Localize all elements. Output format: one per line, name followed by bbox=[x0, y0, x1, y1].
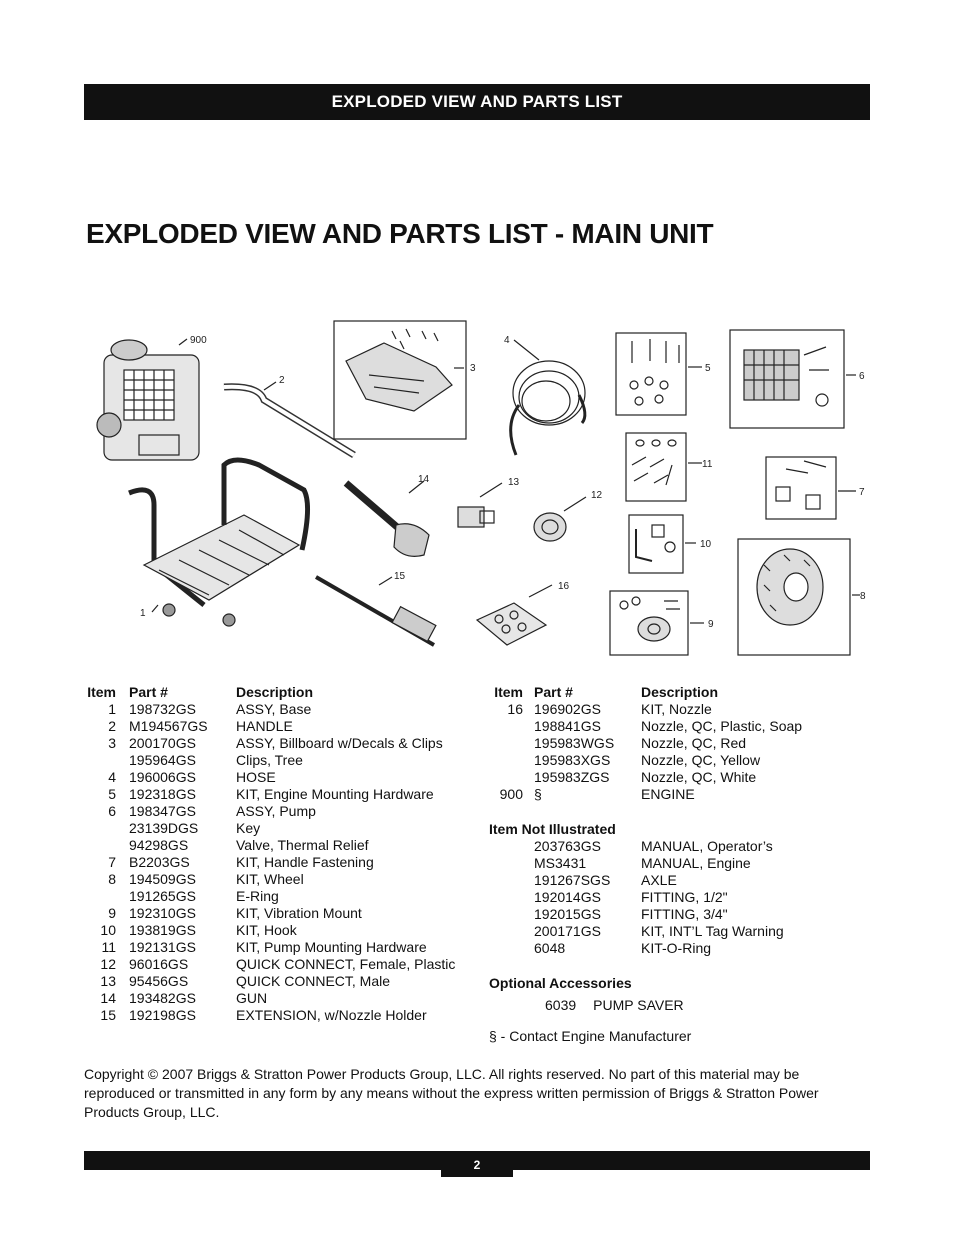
row-part: 195983XGS bbox=[534, 752, 611, 768]
callout-9: 9 bbox=[708, 619, 714, 630]
parts-row bbox=[84, 1007, 476, 1024]
parts-row bbox=[488, 889, 784, 906]
row-description: KIT, Nozzle bbox=[641, 701, 712, 717]
header-part: Part # bbox=[534, 684, 573, 700]
engine-illustration bbox=[97, 340, 199, 460]
extension-illustration bbox=[316, 577, 436, 645]
row-part: 96016GS bbox=[129, 956, 189, 972]
row-description: KIT, INT’L Tag Warning bbox=[641, 923, 784, 939]
row-part: 6048 bbox=[534, 940, 566, 956]
callout-4: 4 bbox=[504, 335, 510, 346]
row-item: 8 bbox=[108, 871, 116, 887]
parts-row bbox=[84, 701, 476, 718]
nozzle-kit-illustration bbox=[477, 603, 546, 645]
footnote: § - Contact Engine Manufacturer bbox=[489, 1028, 692, 1044]
row-item: 6 bbox=[108, 803, 116, 819]
row-description: QUICK CONNECT, Female, Plastic bbox=[236, 956, 456, 972]
row-description: E-Ring bbox=[236, 888, 279, 904]
callout-1: 1 bbox=[140, 608, 146, 619]
row-part: 191265GS bbox=[129, 888, 196, 904]
row-item: 10 bbox=[100, 922, 116, 938]
parts-row bbox=[488, 855, 784, 872]
row-item: 13 bbox=[100, 973, 116, 989]
pump-mounting-hardware-illustration bbox=[626, 433, 686, 501]
row-part: 191267SGS bbox=[534, 872, 611, 888]
row-description: KIT, Wheel bbox=[236, 871, 304, 887]
callout-6: 6 bbox=[859, 371, 865, 382]
row-description: FITTING, 1/2" bbox=[641, 889, 728, 905]
callout-900: 900 bbox=[190, 335, 207, 346]
header-part: Part # bbox=[129, 684, 168, 700]
row-item: 1 bbox=[108, 701, 116, 717]
row-description: HANDLE bbox=[236, 718, 293, 734]
row-part: MS3431 bbox=[534, 855, 587, 871]
row-description: AXLE bbox=[641, 872, 677, 888]
row-part: 192015GS bbox=[534, 906, 601, 922]
row-item bbox=[84, 820, 116, 837]
exploded-view-diagram bbox=[84, 315, 870, 660]
row-description: Key bbox=[236, 820, 261, 836]
hook-illustration bbox=[629, 515, 683, 573]
row-part: 192198GS bbox=[129, 1007, 196, 1023]
row-item: 9 bbox=[108, 905, 116, 921]
callout-10: 10 bbox=[700, 539, 712, 550]
row-item bbox=[84, 752, 116, 769]
section-header-text: EXPLODED VIEW AND PARTS LIST bbox=[331, 92, 623, 111]
parts-row bbox=[84, 837, 476, 854]
row-part: 192014GS bbox=[534, 889, 601, 905]
gun-illustration bbox=[346, 483, 429, 556]
row-item: 2 bbox=[108, 718, 116, 734]
row-description: MANUAL, Engine bbox=[641, 855, 751, 871]
not-illustrated-heading: Item Not Illustrated bbox=[489, 821, 616, 837]
row-part: 200170GS bbox=[129, 735, 196, 751]
row-part: 23139DGS bbox=[129, 820, 199, 836]
row-description: FITTING, 3/4" bbox=[641, 906, 728, 922]
row-item: 900 bbox=[499, 786, 523, 802]
section-header-bar bbox=[84, 84, 870, 120]
row-part: 94298GS bbox=[129, 837, 189, 853]
parts-row bbox=[84, 973, 476, 990]
header-item: Item bbox=[494, 684, 523, 700]
row-item bbox=[488, 752, 523, 769]
parts-row bbox=[488, 735, 871, 752]
row-item: 14 bbox=[100, 990, 116, 1006]
header-description: Description bbox=[641, 684, 719, 700]
row-description: Nozzle, QC, White bbox=[641, 769, 757, 785]
row-item: 16 bbox=[507, 701, 523, 717]
header-description: Description bbox=[236, 684, 314, 700]
row-part: 196006GS bbox=[129, 769, 196, 785]
row-description: HOSE bbox=[236, 769, 276, 785]
parts-row bbox=[84, 905, 476, 922]
row-item: 12 bbox=[100, 956, 116, 972]
callout-11: 11 bbox=[702, 459, 713, 470]
row-part: 200171GS bbox=[534, 923, 601, 939]
row-description: GUN bbox=[236, 990, 268, 1006]
row-item bbox=[84, 837, 116, 854]
parts-row bbox=[84, 939, 476, 956]
row-part: 198347GS bbox=[129, 803, 196, 819]
row-part: § bbox=[534, 786, 542, 802]
optional-accessories-heading: Optional Accessories bbox=[489, 975, 632, 991]
not-illustrated-list bbox=[488, 838, 784, 957]
row-part: 192131GS bbox=[129, 939, 196, 955]
parts-row bbox=[84, 990, 476, 1007]
wheel-illustration bbox=[738, 539, 850, 655]
handle-fastening-illustration bbox=[766, 457, 836, 519]
accessory-description: PUMP SAVER bbox=[593, 997, 684, 1013]
parts-row bbox=[84, 956, 476, 973]
row-description: Nozzle, QC, Yellow bbox=[641, 752, 761, 768]
row-part: 192310GS bbox=[129, 905, 196, 921]
accessory-row bbox=[545, 997, 684, 1013]
row-item: 3 bbox=[108, 735, 116, 751]
row-description: ENGINE bbox=[641, 786, 695, 802]
row-item bbox=[488, 718, 523, 735]
row-description: KIT, Pump Mounting Hardware bbox=[236, 939, 427, 955]
row-part: 203763GS bbox=[534, 838, 601, 854]
row-description: KIT-O-Ring bbox=[641, 940, 712, 956]
pump-illustration bbox=[730, 330, 844, 428]
parts-row bbox=[84, 854, 476, 871]
callout-5: 5 bbox=[705, 363, 711, 374]
billboard-illustration bbox=[334, 321, 466, 439]
row-item: 15 bbox=[100, 1007, 116, 1023]
parts-row bbox=[84, 718, 476, 735]
row-description: Valve, Thermal Relief bbox=[236, 837, 369, 853]
parts-row bbox=[488, 752, 871, 769]
header-item: Item bbox=[87, 684, 116, 700]
row-part: 196902GS bbox=[534, 701, 601, 717]
parts-row bbox=[84, 769, 476, 786]
callout-15: 15 bbox=[394, 571, 406, 582]
parts-row bbox=[488, 718, 871, 735]
row-item: 5 bbox=[108, 786, 116, 802]
copyright-notice: Copyright © 2007 Briggs & Stratton Power Products Group, LLC. All rights reserved. No part of this material may be reproduced or transmitted in any form by any means without the express written permission of Briggs & Stratton Power Products Group, LLC. bbox=[84, 1066, 819, 1120]
row-part: 198841GS bbox=[534, 718, 601, 734]
callout-12: 12 bbox=[591, 490, 603, 501]
callout-16: 16 bbox=[558, 581, 570, 592]
parts-list-left bbox=[84, 684, 476, 1024]
row-description: Clips, Tree bbox=[236, 752, 303, 768]
row-part: 195964GS bbox=[129, 752, 196, 768]
row-description: MANUAL, Operator’s bbox=[641, 838, 773, 854]
parts-row bbox=[84, 735, 476, 752]
parts-row bbox=[488, 906, 784, 923]
row-description: KIT, Vibration Mount bbox=[236, 905, 362, 921]
row-description: ASSY, Pump bbox=[236, 803, 316, 819]
quick-connect-female-illustration bbox=[534, 513, 566, 541]
parts-row bbox=[488, 872, 784, 889]
accessory-part: 6039 bbox=[545, 997, 577, 1013]
parts-row bbox=[488, 923, 784, 940]
row-part: 192318GS bbox=[129, 786, 196, 802]
callout-3: 3 bbox=[470, 363, 476, 374]
row-description: ASSY, Billboard w/Decals & Clips bbox=[236, 735, 443, 751]
callout-2: 2 bbox=[279, 375, 285, 386]
row-part: 193819GS bbox=[129, 922, 196, 938]
row-item bbox=[488, 769, 523, 786]
row-item: 11 bbox=[101, 939, 116, 955]
parts-row bbox=[84, 922, 476, 939]
row-description: Nozzle, QC, Plastic, Soap bbox=[641, 718, 803, 734]
row-description: ASSY, Base bbox=[236, 701, 312, 717]
row-part: M194567GS bbox=[129, 718, 208, 734]
row-description: QUICK CONNECT, Male bbox=[236, 973, 391, 989]
parts-row bbox=[84, 820, 476, 837]
row-part: 193482GS bbox=[129, 990, 196, 1006]
row-item bbox=[84, 888, 116, 905]
row-part: B2203GS bbox=[129, 854, 190, 870]
row-item bbox=[488, 735, 523, 752]
row-description: EXTENSION, w/Nozzle Holder bbox=[236, 1007, 427, 1023]
row-description: KIT, Engine Mounting Hardware bbox=[236, 786, 434, 802]
row-item: 7 bbox=[108, 854, 116, 870]
row-description: KIT, Handle Fastening bbox=[236, 854, 374, 870]
page-number: 2 bbox=[441, 1151, 513, 1177]
row-part: 195983ZGS bbox=[534, 769, 610, 785]
row-part: 195983WGS bbox=[534, 735, 615, 751]
row-part: 95456GS bbox=[129, 973, 189, 989]
parts-row bbox=[84, 888, 476, 905]
parts-row bbox=[488, 940, 784, 957]
row-part: 198732GS bbox=[129, 701, 196, 717]
parts-row bbox=[84, 871, 476, 888]
hose-illustration bbox=[511, 361, 585, 455]
page-title: EXPLODED VIEW AND PARTS LIST - MAIN UNIT bbox=[86, 218, 714, 249]
quick-connect-male-illustration bbox=[458, 507, 494, 527]
parts-row bbox=[488, 786, 871, 803]
callout-7: 7 bbox=[859, 487, 865, 498]
parts-row bbox=[84, 752, 476, 769]
parts-list-right bbox=[488, 684, 871, 803]
base-frame-illustration bbox=[129, 460, 308, 626]
row-description: Nozzle, QC, Red bbox=[641, 735, 747, 751]
parts-row bbox=[488, 838, 784, 855]
parts-list-header bbox=[488, 684, 871, 701]
parts-row bbox=[84, 786, 476, 803]
callout-8: 8 bbox=[860, 591, 866, 602]
callout-13: 13 bbox=[508, 477, 520, 488]
callout-14: 14 bbox=[418, 474, 430, 485]
row-description: KIT, Hook bbox=[236, 922, 297, 938]
parts-row bbox=[84, 803, 476, 820]
parts-row bbox=[488, 769, 871, 786]
row-item: 4 bbox=[108, 769, 116, 785]
engine-mounting-hardware-illustration bbox=[616, 333, 686, 415]
vibration-mount-illustration bbox=[610, 591, 688, 655]
row-part: 194509GS bbox=[129, 871, 196, 887]
parts-list-header bbox=[84, 684, 476, 701]
parts-row bbox=[488, 701, 871, 718]
